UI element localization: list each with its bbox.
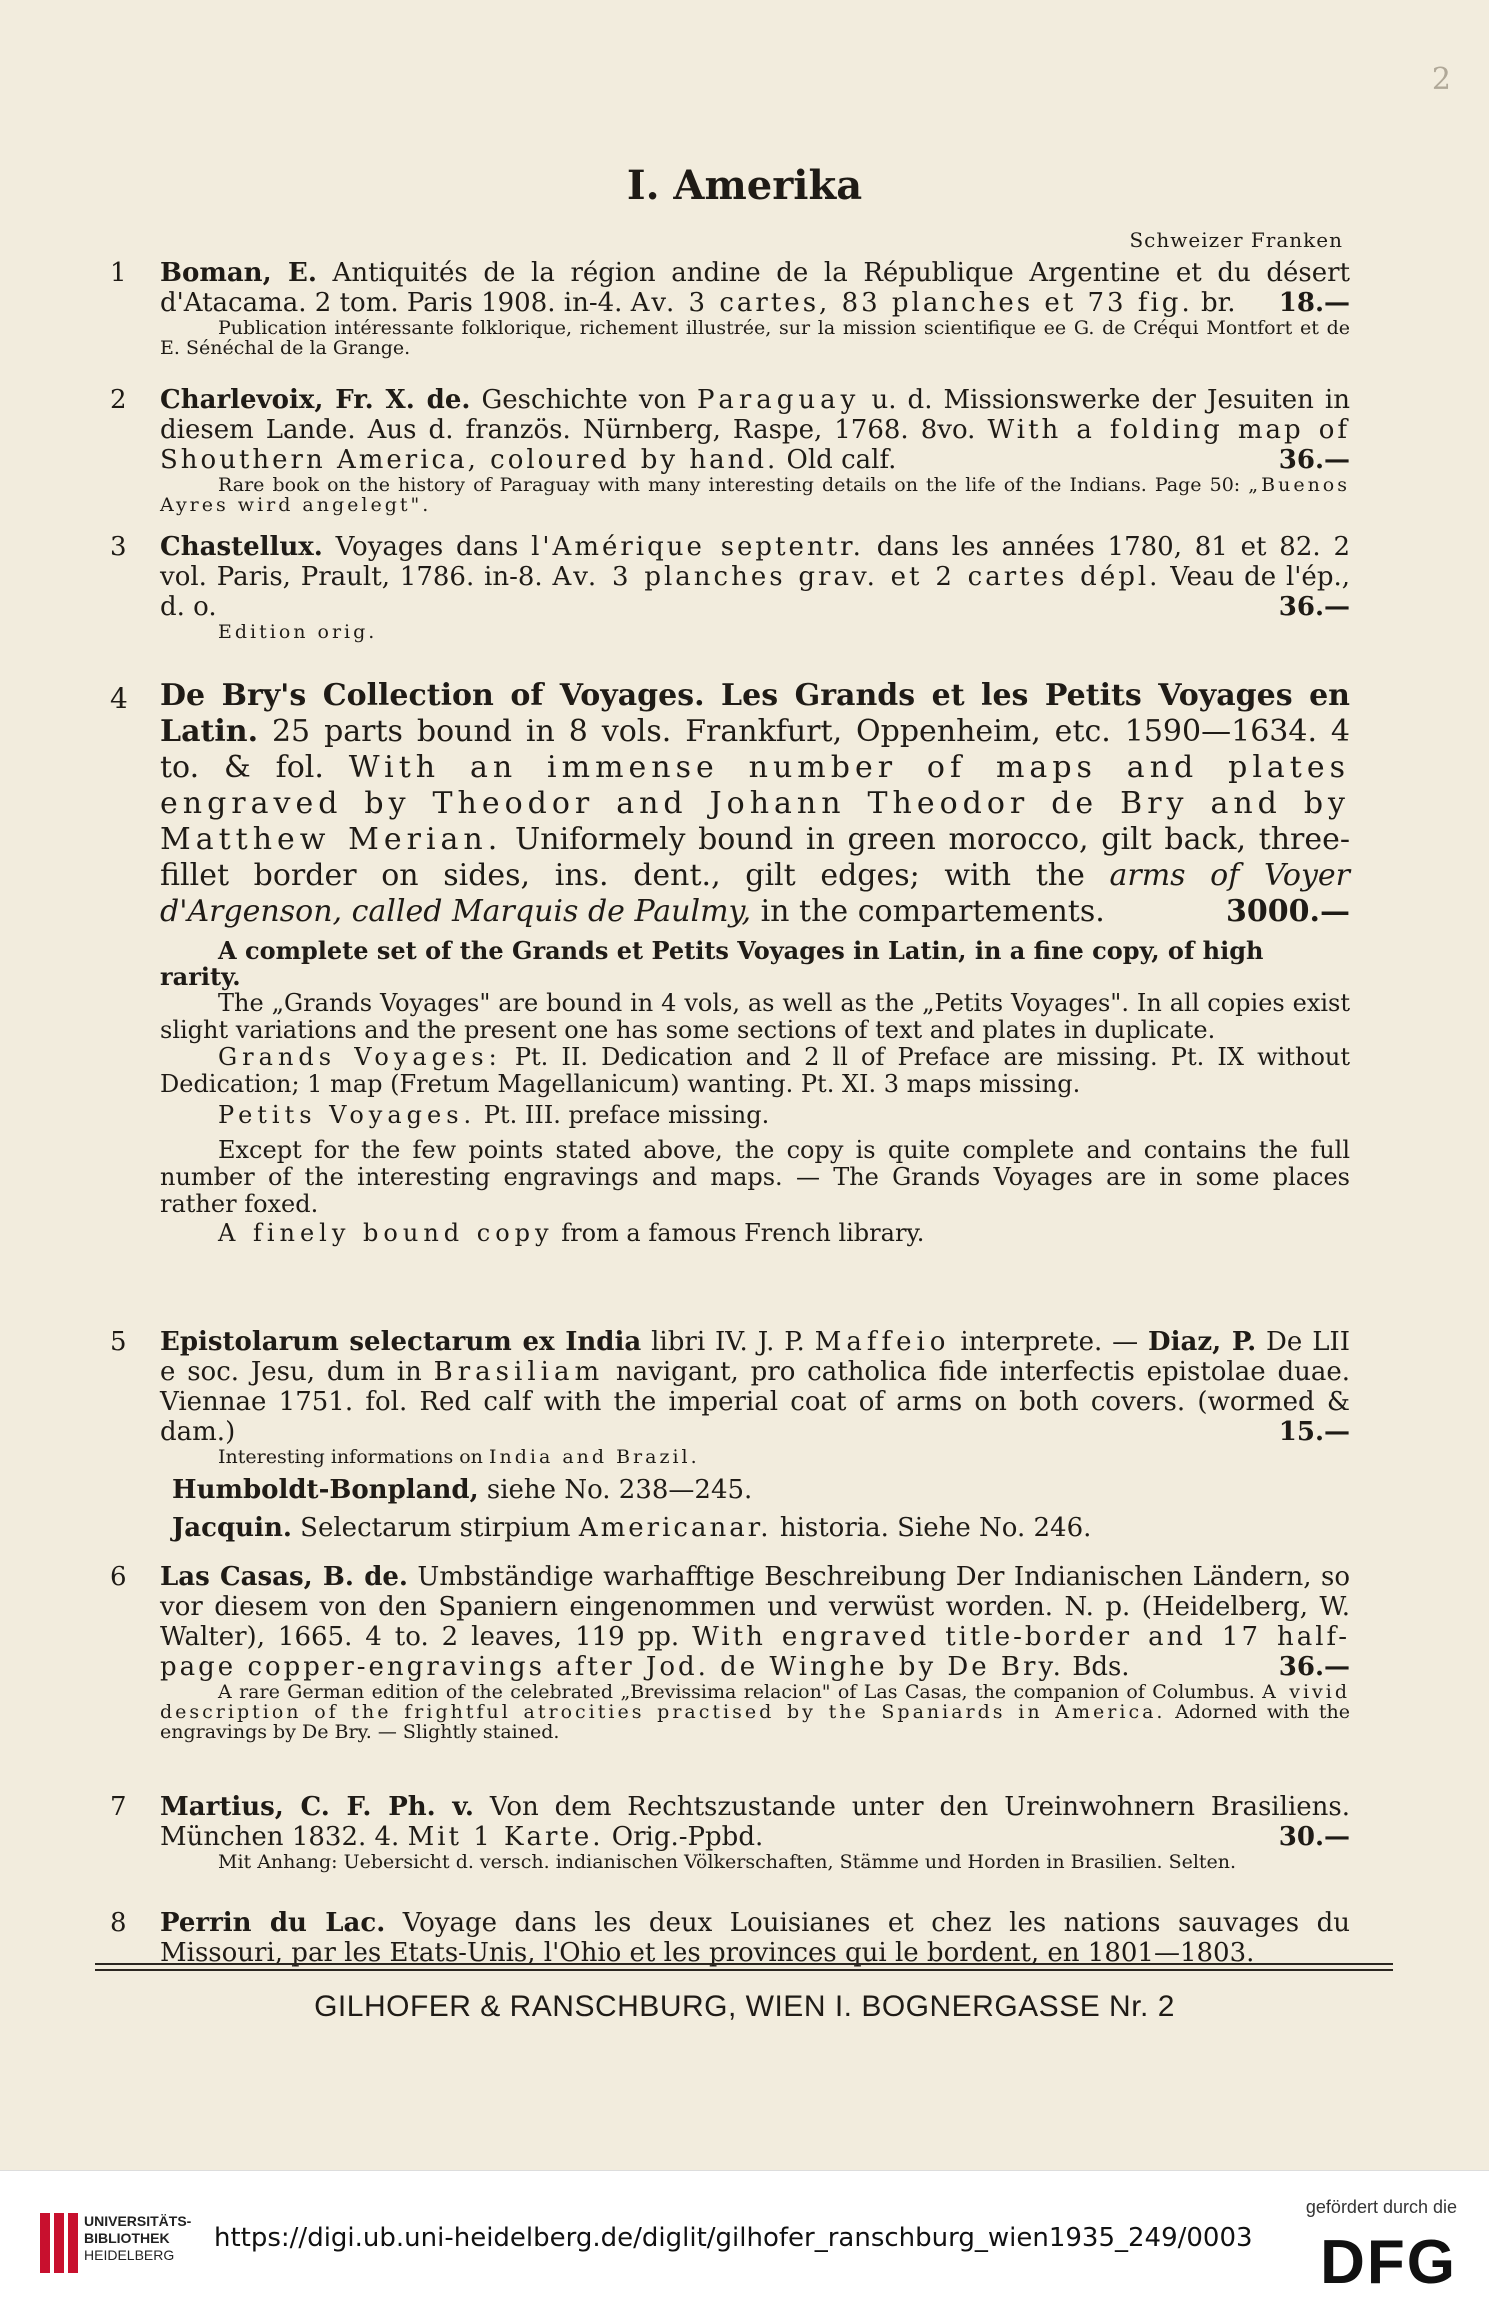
item-body: Geschichte von	[470, 385, 698, 415]
item-body: De LII e soc. Jesu, dum in	[160, 1327, 1350, 1387]
item-text	[160, 1908, 1350, 1968]
item-body: Bds.	[1063, 1652, 1130, 1682]
item-highlight: A complete set of the Grands et Petits Voyages in Latin, in a fine copy, of high rarity.	[160, 936, 1264, 991]
item-text	[160, 1792, 1350, 1852]
item-number: 8	[110, 1908, 127, 1938]
item-price: 36.—	[1278, 1652, 1350, 1682]
para-emphasis: A finely bound copy	[218, 1219, 554, 1247]
item-title: Martius, C. F. Ph. v.	[160, 1792, 474, 1822]
item-emphasis: With engraved title-border and 17 half-page copper-engravings after Jod. de Winghe by De Bry.	[160, 1622, 1350, 1682]
item-title: De Bry's Collection of Voyages. Les Grands et les Petits Voyages en Latin.	[160, 678, 1350, 749]
item-emphasis: Av. 3 cartes, 83 planches et 73 fig.	[630, 288, 1193, 318]
item-text	[160, 258, 1350, 318]
ref-title: Humboldt-Bonpland,	[172, 1475, 479, 1505]
para-emphasis: Grands Voyages:	[218, 1043, 502, 1071]
note-body: Interesting informations on	[218, 1446, 489, 1468]
item-text	[160, 1327, 1350, 1447]
item-body: Veau de l'ép., d. o.	[160, 562, 1350, 622]
ref-emphasis: Americanar.	[578, 1513, 772, 1543]
item-text	[160, 1562, 1350, 1682]
item-emphasis: With an immense number of maps and plates engraved by Theodor and Johann Theodor de Bry and by Matthew Merian.	[160, 750, 1350, 857]
list-item	[110, 1792, 1350, 1873]
item-paragraph	[160, 1044, 1350, 1098]
library-name-line: HEIDELBERG	[84, 2247, 175, 2263]
ref-body: Selectarum stirpium	[291, 1513, 579, 1543]
item-body: Voyages dans	[322, 532, 532, 562]
cross-reference	[172, 1475, 752, 1505]
list-item	[110, 258, 1350, 359]
item-text	[160, 678, 1350, 930]
item-title: Perrin du Lac.	[160, 1908, 386, 1938]
item-text	[160, 385, 1350, 475]
cross-reference	[172, 1513, 1091, 1543]
footer-divider	[95, 1969, 1393, 1971]
currency-label: Schweizer Franken	[1129, 228, 1343, 252]
item-price: 18.—	[1278, 288, 1350, 318]
item-note	[160, 1447, 1350, 1467]
item-number: 6	[110, 1562, 127, 1592]
item-number: 5	[110, 1327, 127, 1357]
item-body: Umbständige warhafftige Beschreibung Der Indianischen Ländern, so vor diesem von den Spaniern eingenommen und verwüst worden. N. p. (Heidelberg, W. Walter), 1665. 4 to. 2 leaves, 119 pp.	[160, 1562, 1350, 1652]
funding-label: gefördert durch die	[1305, 2197, 1457, 2217]
item-number: 2	[110, 385, 127, 415]
item-body: Old calf.	[778, 445, 897, 475]
item-title: Chastellux.	[160, 532, 323, 562]
item-body: Uniformely bound in green morocco, gilt back, three-fillet border on sides, ins. dent., gilt edges; with the	[160, 822, 1351, 893]
item-body: Von dem Rechtszustande unter den Ureinwohnern Brasiliens. München 1832. 4.	[160, 1792, 1350, 1852]
item-body: br.	[1192, 288, 1236, 318]
note-emphasis: „Buenos Ayres wird angelegt".	[160, 474, 1350, 516]
list-item	[110, 532, 1350, 643]
item-title: Diaz, P.	[1148, 1327, 1257, 1357]
item-emphasis: Paraguay	[697, 385, 861, 415]
item-body: Voyage dans les deux Louisianes et chez les nations sauvages du Missouri, par les Etats-Unis, l'Ohio et les provinces qui le bordent, en 1801—1803.	[160, 1908, 1350, 1968]
viewer-bottom-bar	[0, 2170, 1489, 2316]
item-paragraph: The „Grands Voyages" are bound in 4 vols, as well as the „Petits Voyages". In all copies exist slight variations and the present one has some sections of text and plates in duplicate.	[160, 989, 1350, 1044]
item-title: Epistolarum selectarum ex India	[160, 1327, 642, 1357]
item-price: 36.—	[1278, 592, 1350, 622]
item-emphasis: With a folding map of Shouthern America, coloured by hand.	[160, 415, 1350, 475]
item-price: 30.—	[1278, 1822, 1350, 1852]
item-body: dans les années 1780, 81 et 82. 2 vol. Paris, Prault, 1786. in-8.	[160, 532, 1350, 592]
list-item	[110, 1562, 1351, 1743]
note-body: Rare book on the history of Paraguay with many interesting details on the life of the Indians. Page 50:	[218, 474, 1249, 496]
item-text	[160, 532, 1350, 622]
item-body: libri IV. J. P.	[641, 1327, 815, 1357]
footer-divider	[95, 1963, 1393, 1965]
library-name-line: UNIVERSITÄTS-	[84, 2213, 192, 2229]
dfg-logo[interactable]: DFG	[1320, 2228, 1457, 2297]
para-body: from a famous French library.	[553, 1219, 925, 1247]
item-paragraph	[160, 1102, 1350, 1129]
ref-body: siehe No. 238—245.	[478, 1475, 753, 1505]
item-body: navigant, pro catholica fide interfectis epistolae duae. Viennae 1751. fol. Red calf with the imperial coat of arms on both covers. (wormed & dam.)	[160, 1357, 1350, 1447]
item-emphasis: Maffeio	[814, 1327, 951, 1357]
item-title: Boman, E.	[160, 258, 317, 288]
item-body: in the compartements.	[751, 894, 1105, 929]
item-price: 3000.—	[1226, 894, 1350, 929]
note-emphasis: Edition orig.	[218, 621, 378, 643]
item-emphasis: l'Amérique septentr.	[531, 532, 864, 562]
item-body: 25 parts bound in 8 vols. Frankfurt, Oppenheim, etc. 1590—1634. 4 to. & fol.	[160, 714, 1350, 785]
list-item	[110, 678, 1351, 1247]
page-number: 2	[1431, 62, 1451, 97]
para-body: Pt. II. Dedication and 2 ll of Preface are missing. Pt. IX without Dedication; 1 map (Fretum Magellanicum) wanting. Pt. XI. 3 maps missing.	[160, 1043, 1350, 1098]
library-name	[84, 2213, 191, 2264]
publisher-footer: GILHOFER & RANSCHBURG, WIEN I. BOGNERGASSE Nr. 2	[314, 1990, 1175, 2023]
item-emphasis: Av. 3 planches grav. et 2 cartes dépl.	[552, 562, 1161, 592]
item-paragraph: Except for the few points stated above, the copy is quite complete and contains the full number of the interesting engravings and maps. — The Grands Voyages are in some places rather foxed.	[160, 1136, 1350, 1218]
item-note: Mit Anhang: Uebersicht d. versch. indianischen Völkerschaften, Stämme und Horden in Brasilien. Selten.	[218, 1851, 1237, 1873]
page-title: I. Amerika	[626, 162, 863, 209]
item-body: u. d. Missionswerke der Jesuiten in diesem Lande. Aus d. französ. Nürnberg, Raspe, 1768. 8vo.	[160, 385, 1350, 445]
item-price: 36.—	[1278, 445, 1350, 475]
item-note	[160, 475, 1350, 515]
item-title: Las Casas, B. de.	[160, 1562, 408, 1592]
note-emphasis: India and Brazil.	[488, 1446, 700, 1468]
library-name-line: BIBLIOTHEK	[84, 2230, 170, 2246]
item-note	[160, 622, 1350, 642]
item-number: 7	[110, 1792, 127, 1822]
permalink-url[interactable]: https://digi.ub.uni-heidelberg.de/diglit/gilhofer_ranschburg_wien1935_249/0003	[214, 2223, 1253, 2253]
item-italic: arms of Voyer d'Argenson, called Marquis de Paulmy,	[160, 858, 1350, 929]
item-number: 4	[110, 682, 128, 715]
item-emphasis: Brasiliam	[433, 1357, 605, 1387]
item-note: Publication intéressante folklorique, richement illustrée, sur la mission scientifique ee G. de Créqui Montfort et de E. Sénéchal de la Grange.	[160, 317, 1350, 359]
item-body: Antiquités de la région andine de la République Argentine et du désert d'Atacama. 2 tom. Paris 1908. in-4.	[160, 258, 1350, 318]
item-paragraph	[160, 1220, 1350, 1247]
ref-body: historia. Siehe No. 246.	[771, 1513, 1092, 1543]
item-body: interprete. —	[950, 1327, 1149, 1357]
item-note	[160, 1682, 1350, 1742]
ref-title: Jacquin.	[172, 1513, 292, 1543]
list-item	[110, 1908, 1350, 1968]
note-body: Adorned with the engravings by De Bry. — Slightly stained.	[160, 1701, 1350, 1743]
item-emphasis: Mit 1 Karte.	[407, 1822, 604, 1852]
item-body: Orig.-Ppbd.	[603, 1822, 764, 1852]
item-number: 3	[110, 532, 127, 562]
item-title: Charlevoix, Fr. X. de.	[160, 385, 471, 415]
list-item	[110, 1327, 1350, 1468]
note-body: A rare German edition of the celebrated „Brevissima relacion" of Las Casas, the companion of Columbus.	[218, 1681, 1263, 1703]
para-emphasis: Petits Voyages.	[218, 1101, 477, 1129]
item-price: 15.—	[1278, 1417, 1350, 1447]
item-number: 1	[110, 258, 127, 288]
list-item	[110, 385, 1350, 516]
note-emphasis: A vivid description of the frightful atrocities practised by the Spaniards in America.	[160, 1681, 1351, 1723]
para-body: Pt. III. preface missing.	[476, 1101, 770, 1129]
